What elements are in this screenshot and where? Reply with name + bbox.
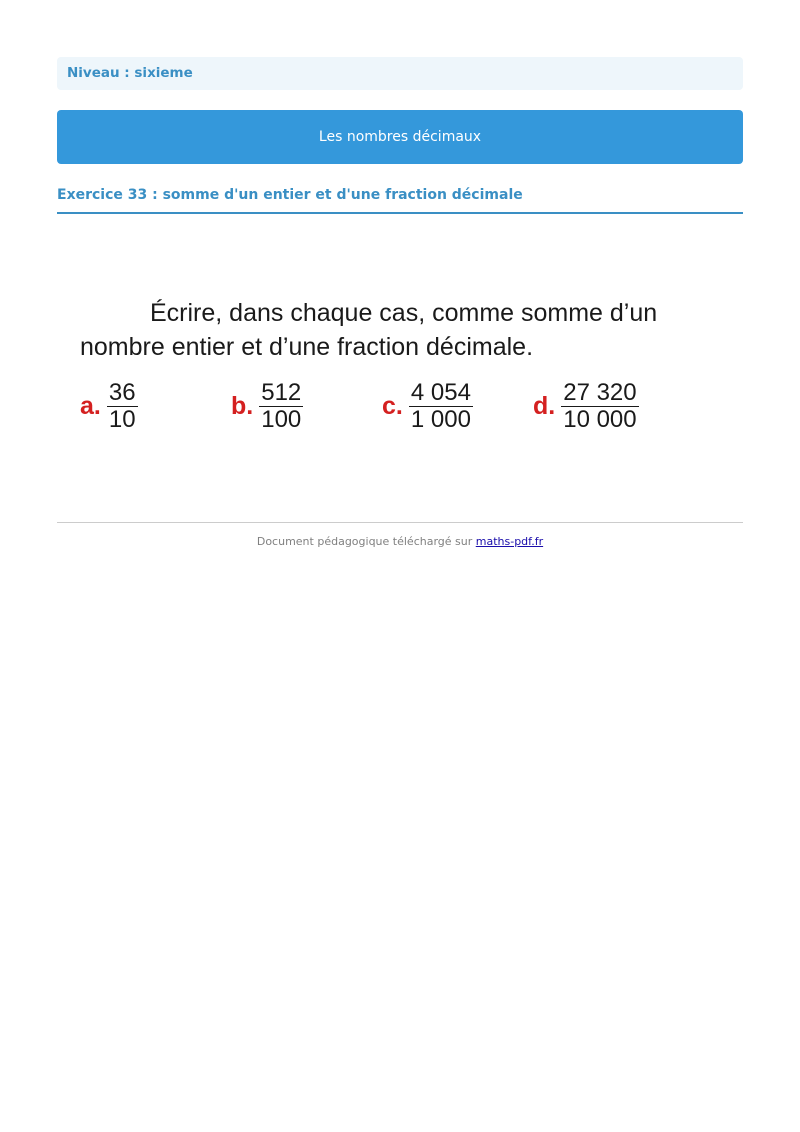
item-letter: c. [382, 391, 403, 420]
fraction-denominator: 100 [261, 405, 302, 433]
fraction [107, 380, 138, 433]
footer-text: Document pédagogique téléchargé sur [256, 535, 476, 548]
footer-divider [57, 522, 743, 523]
fraction [409, 380, 473, 433]
footer [57, 535, 743, 548]
exercise-instruction: Écrire, dans chaque cas, comme somme d’un nombre entier et d’une fraction décimale. [80, 299, 658, 361]
fraction-numerator: 512 [261, 378, 302, 406]
exercise-item-d [533, 376, 639, 436]
exercise-item-c [382, 376, 473, 436]
exercise-title: Exercice 33 : somme d'un entier et d'une fraction décimale [57, 184, 743, 214]
item-letter: d. [533, 391, 556, 420]
item-letter: b. [231, 391, 254, 420]
fraction-denominator: 10 [108, 405, 136, 433]
level-label: Niveau : sixieme [57, 57, 743, 90]
fraction-numerator: 36 [108, 378, 136, 406]
fraction [259, 380, 303, 433]
fraction [561, 380, 638, 433]
exercise-item-a [80, 376, 138, 436]
fraction-numerator: 27 320 [563, 378, 637, 406]
fraction-numerator: 4 054 [410, 378, 471, 406]
fraction-denominator: 1 000 [410, 405, 471, 433]
fraction-denominator: 10 000 [563, 405, 637, 433]
exercise-item-b [231, 376, 303, 436]
chapter-banner: Les nombres décimaux [57, 110, 743, 164]
footer-link[interactable]: maths-pdf.fr [475, 535, 544, 548]
item-letter: a. [80, 391, 101, 420]
